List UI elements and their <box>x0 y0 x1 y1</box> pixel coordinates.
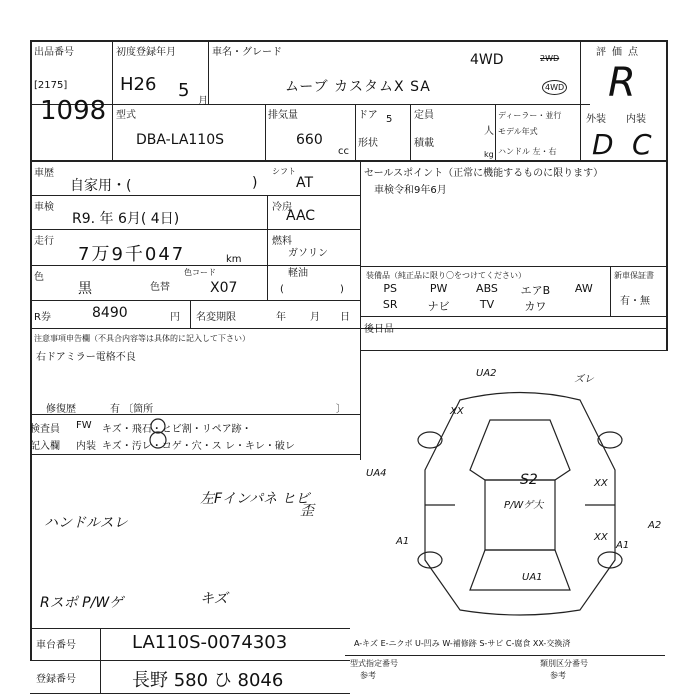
repair-value: 有 〔箇所 <box>110 404 154 415</box>
selling-value: 車検令和9年6月 <box>374 185 447 196</box>
equip-ps: PS <box>383 282 397 295</box>
new-warranty-label: 新車保証書 <box>614 271 654 280</box>
nc-day: 日 <box>340 312 350 323</box>
type-ref: 参考 <box>360 671 376 680</box>
fuel-other-close: ) <box>340 284 344 295</box>
shift-label: シフト <box>272 167 296 176</box>
lot-no-label: 出品番号 <box>34 47 74 58</box>
after-items-label: 後日品 <box>364 324 394 335</box>
fw-label: FW <box>76 420 92 431</box>
warranty-options: 有・無 <box>620 296 650 307</box>
month-unit: 月 <box>198 96 208 107</box>
fuel-diesel: 軽油 <box>288 268 308 279</box>
fuel-label: 燃料 <box>272 236 292 247</box>
equip-navi: ナビ <box>427 300 450 313</box>
hand-note-2: ハンドルスレ <box>44 515 128 531</box>
drive-type: 4WD <box>470 52 504 68</box>
km-unit: km <box>226 254 242 265</box>
nw-text: キズ・汚レ・コゲ・穴・ス レ・キレ・破レ <box>102 441 295 452</box>
mark-pw-large: P/Wゲ大 <box>504 500 544 511</box>
inspection-value: R9. 年 6月( 4日) <box>72 211 180 227</box>
hand-note-3: Rスポ P/Wゲ <box>40 595 124 611</box>
grade-value: R <box>608 60 636 106</box>
color-label: 色 <box>34 272 44 283</box>
name-change-label: 名変期限 <box>196 312 236 323</box>
class-label: 類別区分番号 <box>540 659 588 668</box>
equip-abs: ABS <box>476 282 498 295</box>
interior-label: 内装 <box>626 114 646 125</box>
exterior-grade: D <box>592 128 614 161</box>
equipment-label: 装備品（純正品に限り〇をつけてください） <box>366 271 526 280</box>
first-reg-month: 5 <box>178 80 190 101</box>
nc-month: 月 <box>310 312 320 323</box>
interior-grade: C <box>632 128 652 161</box>
nw-label: 内装 <box>76 441 96 452</box>
dealer-label: ディーラー・並行 <box>498 111 562 120</box>
fuel-other-open: ( <box>280 284 284 295</box>
history-value: 自家用・( <box>70 178 132 194</box>
mark-xx-2: XX <box>594 478 608 489</box>
car-name: ムーブ カスタムX SA <box>285 79 431 95</box>
class-ref: 参考 <box>550 671 566 680</box>
mark-a1-right: A1 <box>616 540 630 551</box>
inspector-label2: 記入欄 <box>30 441 60 452</box>
inspection-label: 車検 <box>34 202 54 213</box>
repair-label: 修復歴 <box>46 404 76 415</box>
mark-xx-3: XX <box>594 532 608 543</box>
hand-note-1: 左Fインパネ ヒビ <box>200 491 310 507</box>
kg-unit: kg <box>484 150 494 159</box>
selling-label: セールスポイント（正常に機能するものに限ります） <box>364 168 604 179</box>
type-label: 型式指定番号 <box>350 659 398 668</box>
yen-unit: 円 <box>170 312 180 323</box>
grade-label: 評価点 <box>596 47 644 58</box>
capacity-label: 定員 <box>414 110 434 121</box>
reg-label: 登録番号 <box>36 674 76 685</box>
ac-value: AAC <box>286 208 316 224</box>
chassis-value: LA110S-0074303 <box>132 632 288 653</box>
exterior-label: 外装 <box>586 114 606 125</box>
equip-sr: SR <box>382 298 398 311</box>
equip-airbag: エアB <box>520 284 551 297</box>
first-reg-year: H26 <box>120 74 157 95</box>
nc-year: 年 <box>276 312 286 323</box>
recycle-label: R券 <box>34 312 51 323</box>
mark-s2: S2 <box>520 472 538 488</box>
model-year-label: モデル年式 <box>498 127 538 136</box>
reg-value: 長野 580 ひ 8046 <box>132 670 284 691</box>
handle-label: ハンドル 左・右 <box>498 147 557 156</box>
equip-pw: PW <box>429 282 448 295</box>
recycle-value: 8490 <box>92 305 128 321</box>
cc-unit: cc <box>338 146 349 157</box>
chassis-label: 車台番号 <box>36 640 76 651</box>
history-close: ) <box>252 175 258 191</box>
ac-label: 冷房 <box>272 202 292 213</box>
mark-ua2: UA2 <box>476 368 497 379</box>
drive-alt: 2WD <box>540 54 560 63</box>
mark-zure: ズレ <box>574 374 594 385</box>
repair-close: 〕 <box>336 404 346 415</box>
fuel-gasoline: ガソリン <box>288 248 328 259</box>
displacement-value: 660 <box>296 132 323 148</box>
color-code: X07 <box>210 280 238 296</box>
drive-alt2: 4WD <box>542 80 567 95</box>
color-code-label: 色コード <box>184 268 216 277</box>
legend: A-キズ E-ニクボ U-凹み W-補修跡 S-サビ C-腐食 XX-交換済 <box>354 639 571 648</box>
shift-value: AT <box>296 175 314 191</box>
model-label: 型式 <box>116 110 136 121</box>
equip-tv: TV <box>479 298 495 311</box>
color-value: 黒 <box>78 281 92 297</box>
doors-label: ドア <box>358 110 378 121</box>
history-label: 車歴 <box>34 168 54 179</box>
inspector-label: 検査員 <box>30 424 60 435</box>
color-change-label: 色替 <box>150 282 170 293</box>
mileage-value: 7万9千047 <box>78 244 186 265</box>
hand-note-1b: 歪 <box>300 503 314 519</box>
mark-a1-left: A1 <box>396 536 410 547</box>
mark-ua4: UA4 <box>366 468 387 479</box>
mark-xx-1: XX <box>450 406 464 417</box>
mark-ua1: UA1 <box>522 572 543 583</box>
displacement-label: 排気量 <box>268 110 298 121</box>
notes-value: 右ドアミラー電格不良 <box>36 352 136 363</box>
notes-label: 注意事項申告欄（不具合内容等は具体的に記入して下さい） <box>34 334 250 343</box>
mark-a2: A2 <box>648 520 662 531</box>
equip-aw: AW <box>574 282 593 295</box>
person-unit: 人 <box>484 126 494 137</box>
hand-note-3b: キズ <box>200 591 228 607</box>
shape-label: 形状 <box>358 138 378 149</box>
load-label: 積載 <box>414 138 434 149</box>
model-value: DBA-LA110S <box>136 132 225 148</box>
doors-value: 5 <box>386 114 393 125</box>
mileage-label: 走行 <box>34 236 54 247</box>
fw-text: キズ・飛石・ヒビ割・リペア跡・ <box>102 424 252 435</box>
lot-sub: [2175] <box>34 80 68 91</box>
lot-no: 1098 <box>40 96 107 126</box>
car-name-label: 車名・グレード <box>212 47 282 58</box>
first-reg-label: 初度登録年月 <box>116 47 176 58</box>
equip-leather: カワ <box>524 300 547 313</box>
